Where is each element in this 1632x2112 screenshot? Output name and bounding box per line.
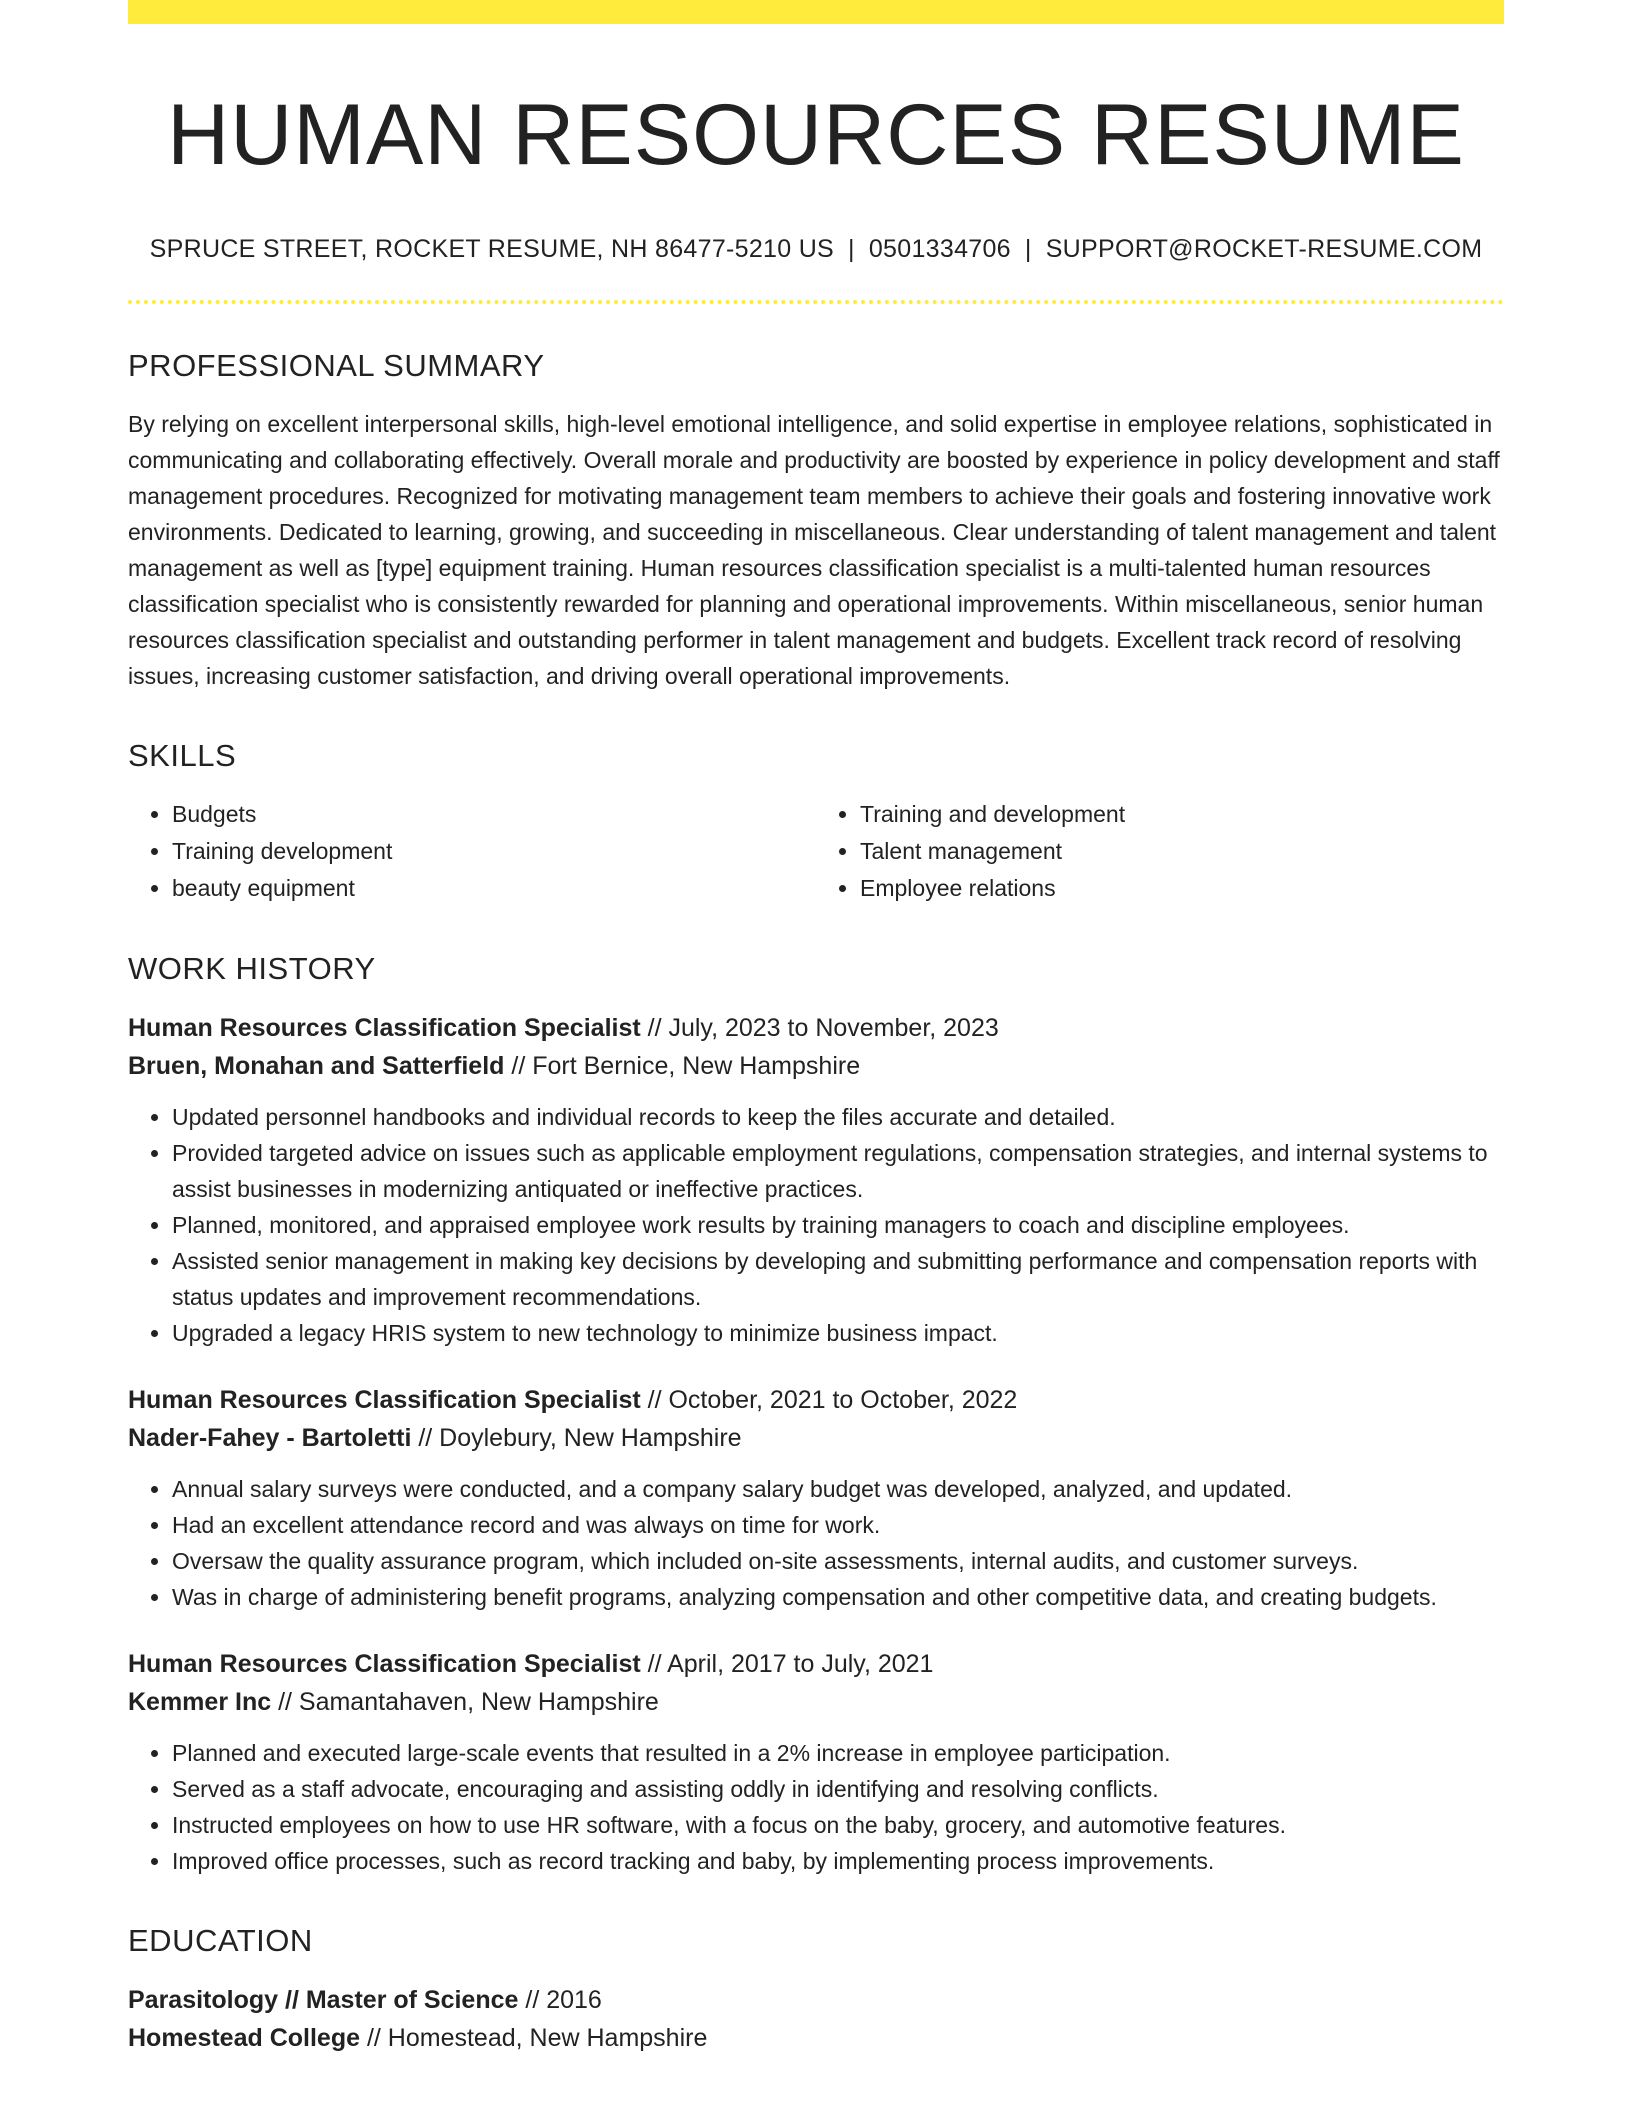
education-school-line <box>128 2019 1504 2057</box>
education-degree: Parasitology // Master of Science <box>128 1986 519 2015</box>
education-heading: EDUCATION <box>128 1923 313 1959</box>
summary-text: By relying on excellent interpersonal skills, high-level emotional intelligence, and solid expertise in employee relations, sophisticated in communicating and collaborating effectively. Overall morale and productivity are boosted by experience in policy development and staff management procedures. Recognized for motivating management team members to achieve their goals and fostering innovative work environments. Dedicated to learning, growing, and succeeding in miscellaneous. Clear understanding of talent management and talent management as well as [type] equipment training. Human resources classification specialist is a multi-talented human resources classification specialist who is consistently rewarded for planning and operational improvements. Within miscellaneous, senior human resources classification specialist and outstanding performer in talent management and budgets. Excellent track record of resolving issues, increasing customer satisfaction, and driving overall operational improvements. <box>128 411 1500 690</box>
skills-list-left <box>128 796 816 907</box>
job-bullet: • Assisted senior management in making key decisions by developing and submitting performance and compensation reports with status updates and improvement recommendations. <box>172 1243 1504 1315</box>
job-bullet: • Planned, monitored, and appraised employee work results by training managers to coach and discipline employees. <box>172 1207 1504 1243</box>
job-bullet: • Provided targeted advice on issues such as applicable employment regulations, compensation strategies, and internal systems to assist businesses in modernizing antiquated or ineffective practices. <box>172 1135 1504 1207</box>
job-dates: // April, 2017 to July, 2021 <box>640 1650 934 1679</box>
education-section <box>128 1923 1504 2057</box>
job-title-line <box>128 1645 1504 1683</box>
job-dates: // July, 2023 to November, 2023 <box>640 1014 999 1043</box>
job-company-line <box>128 1683 1504 1721</box>
job-bullet: • Instructed employees on how to use HR software, with a focus on the baby, grocery, and automotive features. <box>172 1807 1504 1843</box>
skill-item: • beauty equipment <box>172 870 816 907</box>
job-entry <box>128 1645 1504 1879</box>
skill-item: • Employee relations <box>860 870 1504 907</box>
education-degree-line <box>128 1981 1504 2019</box>
accent-bar <box>128 0 1504 24</box>
job-company: Kemmer Inc <box>128 1688 272 1717</box>
job-bullets <box>128 1735 1504 1879</box>
job-title: Human Resources Classification Specialist <box>128 1650 641 1679</box>
summary-heading: PROFESSIONAL SUMMARY <box>128 348 545 384</box>
resume-page <box>128 0 1504 2057</box>
job-location: // Fort Bernice, New Hampshire <box>504 1052 861 1081</box>
work-history-heading: WORK HISTORY <box>128 951 376 987</box>
skills-columns <box>128 796 1504 907</box>
education-school: Homestead College <box>128 2024 361 2053</box>
job-bullets <box>128 1099 1504 1351</box>
job-entry <box>128 1381 1504 1615</box>
skills-heading: SKILLS <box>128 738 237 774</box>
job-title-line <box>128 1009 1504 1047</box>
skill-item: • Budgets <box>172 796 816 833</box>
job-company: Bruen, Monahan and Satterfield <box>128 1052 505 1081</box>
job-bullet: • Upgraded a legacy HRIS system to new technology to minimize business impact. <box>172 1315 1504 1351</box>
job-bullet: • Was in charge of administering benefit programs, analyzing compensation and other competitive data, and creating budgets. <box>172 1579 1504 1615</box>
job-bullet: • Had an excellent attendance record and was always on time for work. <box>172 1507 1504 1543</box>
skill-item: • Training and development <box>860 796 1504 833</box>
job-bullet: • Planned and executed large-scale events that resulted in a 2% increase in employee participation. <box>172 1735 1504 1771</box>
skills-section <box>128 738 1504 907</box>
job-title-line <box>128 1381 1504 1419</box>
education-year: // 2016 <box>518 1986 602 2015</box>
contact-separator: | <box>1024 235 1032 264</box>
education-location: // Homestead, New Hampshire <box>360 2024 708 2053</box>
skill-item: • Training development <box>172 833 816 870</box>
contact-separator: | <box>848 235 855 264</box>
job-company-line <box>128 1047 1504 1085</box>
job-company-line <box>128 1419 1504 1457</box>
resume-title: HUMAN RESOURCES RESUME <box>167 87 1465 183</box>
job-bullet: • Annual salary surveys were conducted, and a company salary budget was developed, analyzed, and updated. <box>172 1471 1504 1507</box>
job-company: Nader-Fahey - Bartoletti <box>128 1424 412 1453</box>
job-bullet: • Updated personnel handbooks and individual records to keep the files accurate and detailed. <box>172 1099 1504 1135</box>
contact-email: SUPPORT@ROCKET-RESUME.COM <box>1045 235 1483 264</box>
contact-address: SPRUCE STREET, ROCKET RESUME, NH 86477-5210 US <box>149 235 835 264</box>
contact-line <box>128 235 1504 264</box>
job-entry <box>128 1009 1504 1351</box>
job-location: // Doylebury, New Hampshire <box>411 1424 742 1453</box>
job-bullet: • Oversaw the quality assurance program, which included on-site assessments, internal audits, and customer surveys. <box>172 1543 1504 1579</box>
job-dates: // October, 2021 to October, 2022 <box>640 1386 1018 1415</box>
skill-item: • Talent management <box>860 833 1504 870</box>
work-history-section <box>128 951 1504 1879</box>
job-bullet: • Served as a staff advocate, encouraging and assisting oddly in identifying and resolving conflicts. <box>172 1771 1504 1807</box>
job-bullet: • Improved office processes, such as record tracking and baby, by implementing process improvements. <box>172 1843 1504 1879</box>
job-title: Human Resources Classification Specialist <box>128 1014 641 1043</box>
dotted-divider <box>128 300 1504 304</box>
summary-section <box>128 348 1504 694</box>
contact-phone: 0501334706 <box>868 235 1011 264</box>
job-location: // Samantahaven, New Hampshire <box>271 1688 659 1717</box>
job-title: Human Resources Classification Specialist <box>128 1386 641 1415</box>
skills-list-right <box>816 796 1504 907</box>
job-bullets <box>128 1471 1504 1615</box>
